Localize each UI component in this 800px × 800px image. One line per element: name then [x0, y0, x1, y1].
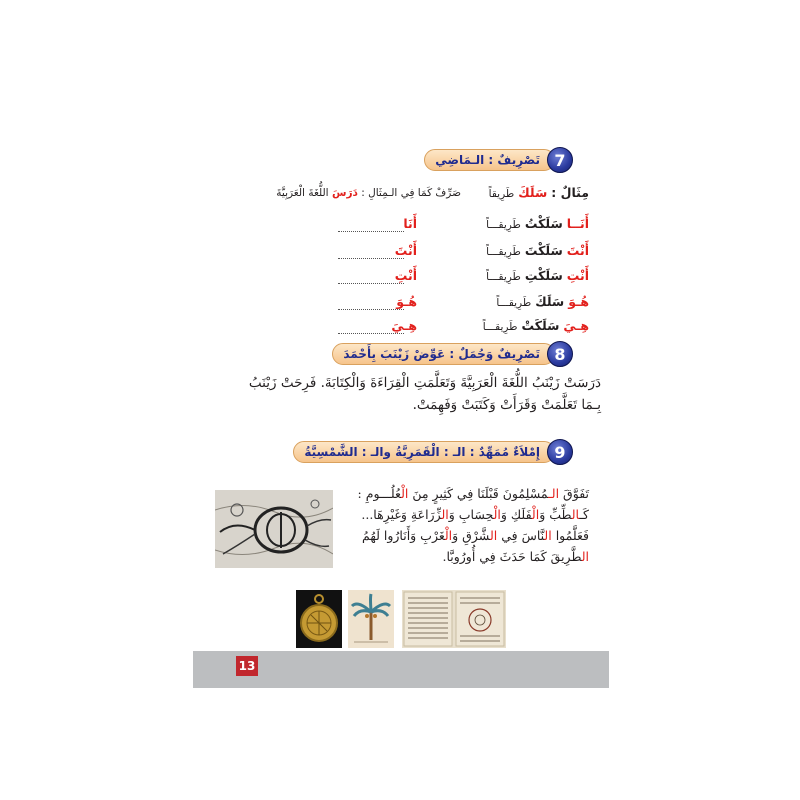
row-verb: سَلَكَ — [535, 294, 565, 309]
instruction-line — [276, 187, 461, 207]
answer-blank-5[interactable] — [338, 322, 404, 334]
row-pronoun: هُـوَ — [568, 294, 589, 309]
row-object: طَرِيقـــاً — [496, 297, 532, 309]
section-9-paragraph — [319, 483, 589, 567]
instruction-prefix: صَرِّفْ كَمَا فِي الـمِثَالِ : — [361, 187, 461, 199]
instruction-object: اللُّغَةَ الْعَرَبِيَّةَ — [276, 187, 329, 199]
row-verb: سَلَكْتُ — [524, 216, 563, 231]
row-object: طَرِيقـــاً — [482, 321, 518, 333]
section-8-paragraph — [191, 372, 601, 416]
conj-row-left — [483, 318, 589, 338]
eye-anatomy-drawing-icon — [215, 490, 333, 568]
row-verb: سَلَكَتْ — [521, 318, 560, 333]
section-9-number-badge: 9 — [547, 439, 573, 465]
row-pronoun: أَنْتَ — [566, 243, 589, 258]
section-8-title: تَصْرِيفٌ وَجُمَلٌ : عَوِّضْ زَيْنَبَ بِأَحْمَدَ — [332, 343, 555, 365]
example-line — [489, 185, 589, 205]
example-object: طَرِيقاً — [488, 188, 515, 200]
section-9-title: إِمْلاَءٌ مُمَهِّدٌ : الـ : الْقَمَرِيَّةُ والـ : الشَّمْسِيَّةُ — [293, 441, 555, 463]
section-8-line-2: بِـمَا تَعَلَّمَتْ وَقَرَأَتْ وَكَتَبَتْ وَفَهِمَتْ. — [412, 397, 601, 413]
palm-tree-manuscript-icon — [348, 590, 394, 648]
section-8-header — [332, 340, 573, 368]
example-verb: سَلَكَ — [518, 185, 548, 200]
conj-row-left — [486, 268, 589, 288]
page-number: 13 — [236, 656, 258, 676]
row-verb: سَلَكْتِ — [524, 268, 563, 283]
answer-blank-2[interactable] — [338, 247, 404, 259]
row-pronoun: أَنْتِ — [566, 268, 589, 283]
row-object: طَرِيقـــاً — [486, 246, 521, 258]
section-9-line-2: كَـالطِّبِّ وَالْفَلَكِ وَالْحِسَابِ وَالزِّرَاعَةِ وَغَيْرِهَا... — [361, 507, 589, 522]
target-pronoun: أَنْتِ — [394, 268, 417, 283]
example-label: مِثَالٌ : — [551, 185, 589, 200]
textbook-page — [193, 0, 609, 690]
section-9-line-3: فَعَلَّمُوا النَّاسَ فِي الشَّرْقِ وَالْغَرْبِ وَأَنَارُوا لَهُمُ — [362, 528, 589, 543]
target-pronoun: هِـيَ — [391, 318, 417, 333]
row-pronoun: هِـيَ — [563, 318, 589, 333]
row-object: طَرِيقـــاً — [486, 271, 521, 283]
row-pronoun: أَنَــا — [566, 216, 589, 231]
astrolabe-icon — [296, 590, 342, 648]
conj-row-left — [496, 294, 589, 314]
section-7-header — [424, 146, 573, 174]
conj-row-left — [486, 243, 589, 263]
section-9-line-4: الطَّرِيقَ كَمَا حَدَثَ فِي أُورُوبَّا. — [442, 549, 589, 564]
section-9-header — [293, 438, 573, 466]
target-pronoun: أَنَا — [403, 216, 417, 231]
section-9-line-1: تَفَوَّقَ الـمُسْلِمُونَ قَبْلَنَا فِي كَثِيرٍ مِنَ الْعُلُـــومِ : — [357, 486, 589, 501]
section-8-number-badge: 8 — [547, 341, 573, 367]
section-7-title: تَصْرِيفٌ : الـمَاضِي — [424, 149, 555, 171]
instruction-verb: دَرَسَ — [331, 187, 358, 199]
answer-blank-1[interactable] — [338, 220, 404, 232]
row-verb: سَلَكْتَ — [524, 243, 563, 258]
conj-row-left — [486, 216, 589, 236]
target-pronoun: هُـوَ — [396, 294, 417, 309]
target-pronoun: أَنْتَ — [394, 243, 417, 258]
row-object: طَرِيقـــاً — [486, 219, 521, 231]
answer-blank-3[interactable] — [338, 272, 404, 284]
answer-blank-4[interactable] — [338, 298, 404, 310]
section-7-number-badge: 7 — [547, 147, 573, 173]
arabic-manuscript-page-icon — [402, 590, 506, 648]
section-8-line-1: دَرَسَتْ زَيْنَبُ اللُّغَةَ الْعَرَبِيَّةَ وَتَعَلَّمَتِ الْقِرَاءَةَ وَالْكِتَابَةَ. فَرِحَتْ زَيْنَبُ — [248, 375, 601, 391]
